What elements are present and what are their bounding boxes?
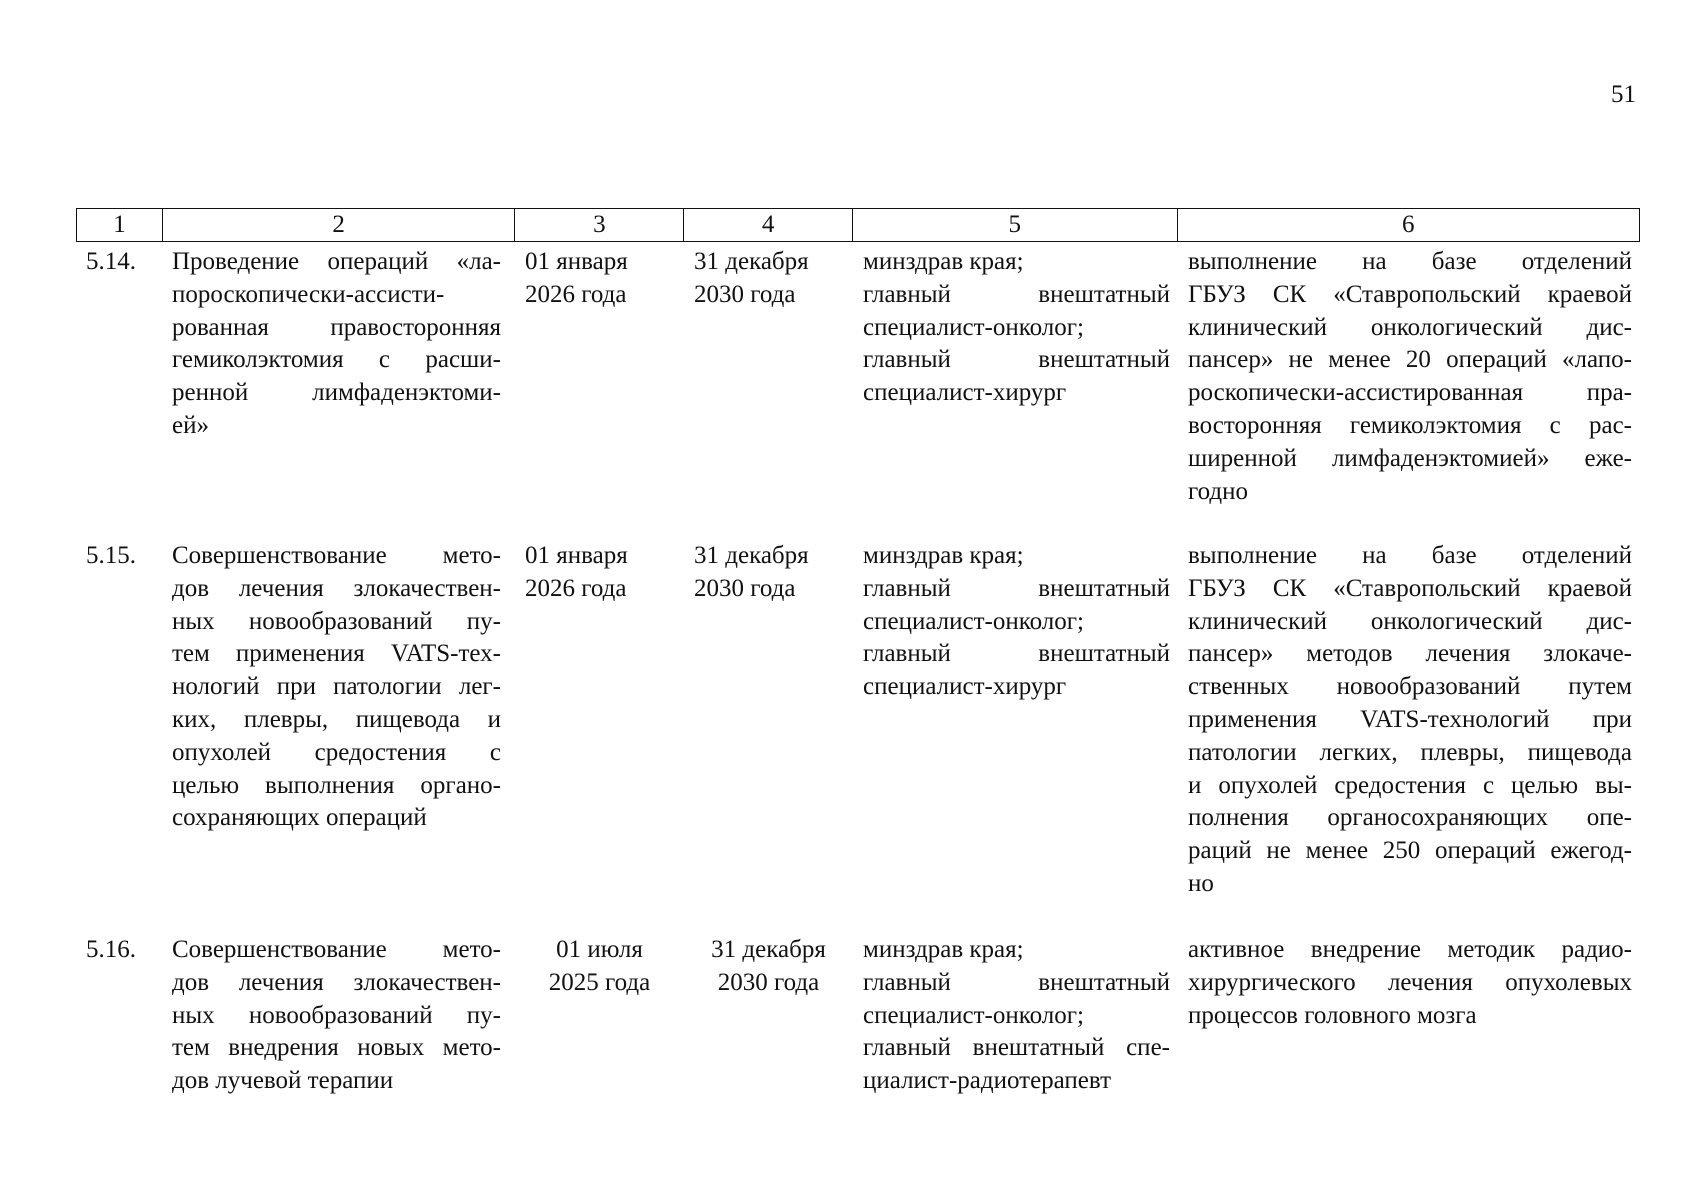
row-number: 5.15. xyxy=(86,542,136,569)
end-date xyxy=(684,246,853,508)
text-line: 2030 года xyxy=(717,968,820,996)
text-line: ГБУЗ СК «Ставропольский краевой xyxy=(1188,280,1632,308)
text-line: но xyxy=(1188,869,1214,897)
text-line: годно xyxy=(1188,477,1249,505)
row-number: 5.14. xyxy=(86,248,136,275)
text-line: 01 июля xyxy=(556,936,643,963)
text-line: Совершенствование мето- xyxy=(172,542,501,569)
activity-name xyxy=(162,246,515,508)
header-col-4: 4 xyxy=(684,209,853,241)
end-date xyxy=(684,934,853,1098)
text-line: 2025 года xyxy=(548,968,651,996)
text-line: пансер» методов лечения злокаче- xyxy=(1188,640,1632,668)
header-col-5: 5 xyxy=(853,209,1178,241)
text-line: ей» xyxy=(172,411,209,439)
text-line: ных новообразований пу- xyxy=(172,607,501,635)
start-date xyxy=(515,934,684,1098)
text-line: выполнение на базе отделений xyxy=(1188,248,1632,275)
text-line: раций не менее 250 операций ежегод- xyxy=(1188,837,1632,865)
text-line: клинический онкологический дис- xyxy=(1188,607,1632,635)
text-line: пороскопически-ассисти- xyxy=(172,280,445,308)
text-line: минздрав края; xyxy=(863,936,1024,963)
text-line: ГБУЗ СК «Ставропольский краевой xyxy=(1188,574,1632,602)
text-line: дов лечения злокачествен- xyxy=(172,574,501,602)
text-line: специалист-хирург xyxy=(863,673,1067,701)
text-line: процессов головного мозга xyxy=(1188,1001,1477,1029)
text-line: сохраняющих операций xyxy=(172,804,427,832)
responsible xyxy=(853,934,1178,1098)
text-line: применения VATS-технологий при xyxy=(1188,705,1632,733)
text-line: главный внештатный xyxy=(863,574,1170,602)
start-date xyxy=(515,246,684,508)
table-row xyxy=(76,934,1640,1098)
header-col-2: 2 xyxy=(163,209,516,241)
text-line: минздрав края; xyxy=(863,248,1024,275)
text-line: главный внештатный спе- xyxy=(863,1034,1170,1062)
text-line: восторонняя гемиколэктомия с рас- xyxy=(1188,411,1632,439)
text-line: патологии легких, плевры, пищевода xyxy=(1188,738,1632,766)
text-line: 2026 года xyxy=(525,574,627,602)
expected-result xyxy=(1178,540,1640,901)
text-line: дов лечения злокачествен- xyxy=(172,968,501,996)
header-col-6: 6 xyxy=(1402,211,1415,238)
end-date xyxy=(684,540,853,901)
text-line: ренной лимфаденэктоми- xyxy=(172,379,501,407)
activity-name xyxy=(162,540,515,901)
activity-name xyxy=(162,934,515,1098)
text-line: 01 января xyxy=(525,542,628,569)
responsible xyxy=(853,540,1178,901)
text-line: нологий при патологии лег- xyxy=(172,673,501,701)
text-line: Проведение операций «ла- xyxy=(172,248,501,275)
text-line: специалист-онколог; xyxy=(863,607,1084,635)
text-line: минздрав края; xyxy=(863,542,1024,569)
header-col-1: 1 xyxy=(77,209,163,241)
text-line: 01 января xyxy=(525,248,628,275)
text-line: опухолей средостения с xyxy=(172,738,501,766)
text-line: гемиколэктомия с расши- xyxy=(172,346,501,374)
table-row xyxy=(76,246,1640,508)
table-row xyxy=(76,540,1640,901)
text-line: Совершенствование мето- xyxy=(172,936,501,963)
row-number: 5.16. xyxy=(86,936,136,963)
expected-result xyxy=(1178,934,1640,1098)
table-header-row xyxy=(76,208,1640,242)
text-line: 2030 года xyxy=(694,574,796,602)
start-date xyxy=(515,540,684,901)
text-line: целью выполнения органо- xyxy=(172,771,501,799)
text-line: специалист-хирург xyxy=(863,379,1067,407)
text-line: 2026 года xyxy=(525,280,627,308)
text-line: ширенной лимфаденэктомией» еже- xyxy=(1188,444,1632,472)
text-line: ких, плевры, пищевода и xyxy=(172,705,501,733)
text-line: специалист-онколог; xyxy=(863,1001,1084,1029)
text-line: тем внедрения новых мето- xyxy=(172,1034,501,1062)
text-line: хирургического лечения опухолевых xyxy=(1188,968,1632,996)
text-line: тем применения VATS-тех- xyxy=(172,640,501,668)
text-line: дов лучевой терапии xyxy=(172,1067,394,1095)
text-line: рованная правосторонняя xyxy=(172,313,501,341)
responsible xyxy=(853,246,1178,508)
text-line: и опухолей средостения с целью вы- xyxy=(1188,771,1632,799)
text-line: клинический онкологический дис- xyxy=(1188,313,1632,341)
text-line: главный внештатный xyxy=(863,346,1170,374)
text-line: 31 декабря xyxy=(711,936,826,963)
text-line: активное внедрение методик радио- xyxy=(1188,936,1632,963)
text-line: циалист-радиотерапевт xyxy=(863,1067,1112,1095)
text-line: 31 декабря xyxy=(694,542,809,569)
page-number: 51 xyxy=(1611,81,1636,108)
text-line: ных новообразований пу- xyxy=(172,1001,501,1029)
text-line: ственных новообразований путем xyxy=(1188,673,1632,701)
text-line: главный внештатный xyxy=(863,280,1170,308)
text-line: полнения органосохраняющих опе- xyxy=(1188,804,1632,832)
text-line: роскопически-ассистированная пра- xyxy=(1188,379,1632,407)
text-line: специалист-онколог; xyxy=(863,313,1084,341)
text-line: пансер» не менее 20 операций «лапо- xyxy=(1188,346,1632,374)
text-line: выполнение на базе отделений xyxy=(1188,542,1632,569)
text-line: 31 декабря xyxy=(694,248,809,275)
text-line: 2030 года xyxy=(694,280,796,308)
expected-result xyxy=(1178,246,1640,508)
text-line: главный внештатный xyxy=(863,968,1170,996)
text-line: главный внештатный xyxy=(863,640,1170,668)
header-col-3: 3 xyxy=(515,209,684,241)
